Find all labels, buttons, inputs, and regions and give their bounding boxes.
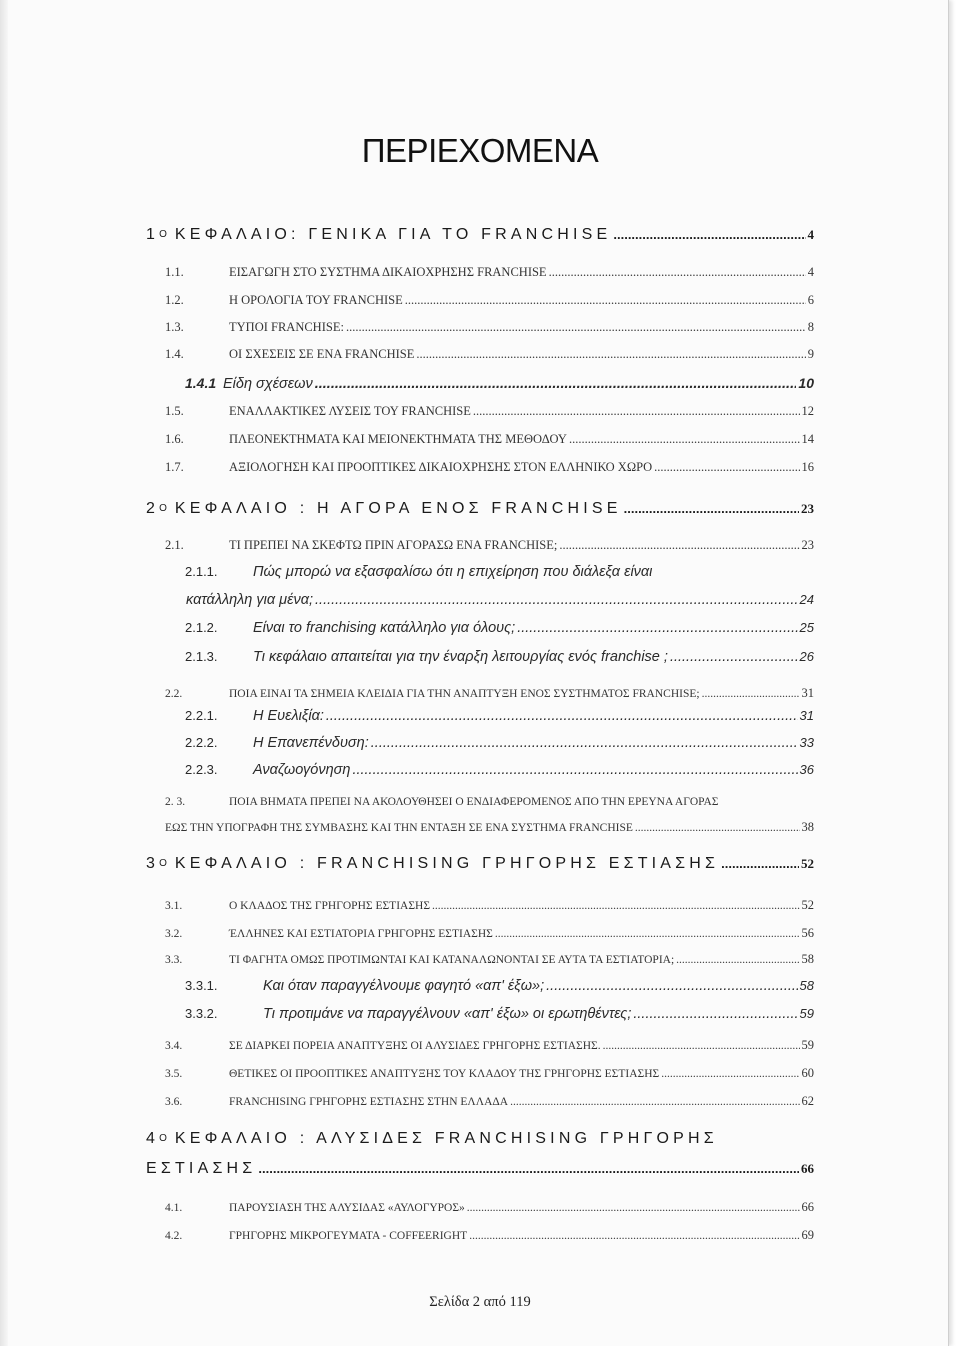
section-title: ΈΛΛΗΝΕΣ ΚΑΙ ΕΣΤΙΑΤΟΡΙΑ ΓΡΗΓΟΡΗΣ ΕΣΤΙΑΣΗΣ: [229, 928, 493, 940]
toc-section-1-6[interactable]: [165, 432, 814, 447]
toc-section-1-2[interactable]: [165, 293, 814, 308]
page-number: 24: [799, 592, 814, 607]
toc-section-4-1[interactable]: [165, 1200, 814, 1215]
toc-section-3-5[interactable]: [165, 1066, 814, 1081]
toc-section-3-2[interactable]: [165, 926, 814, 941]
subsection-title: Η Επανεπένδυση:: [253, 735, 369, 751]
chapter-superscript: O: [159, 858, 167, 869]
leader-dots: [510, 1096, 799, 1108]
subsection-title: Τι προτιμάνε να παραγγέλνουν «απ' έξω» οι ερωτηθέντες;: [263, 1006, 632, 1022]
leader-dots: [315, 592, 798, 608]
section-number: 3.4.: [165, 1040, 183, 1052]
toc-chapter-1[interactable]: [146, 226, 814, 244]
toc-section-1-1[interactable]: [165, 265, 814, 280]
toc-section-1-5[interactable]: [165, 404, 814, 419]
toc-subsection-2-2-3[interactable]: [185, 762, 814, 778]
section-title: ΠΑΡΟΥΣΙΑΣΗ ΤΗΣ ΑΛΥΣΙΔΑΣ «ΑΥΛΟΓΥΡΟΣ»: [229, 1202, 465, 1214]
subsection-title: Η Ευελιξία:: [253, 708, 324, 724]
subsection-title: Πώς μπορώ να εξασφαλίσω ότι η επιχείρηση που διάλεξα είναι: [253, 564, 653, 580]
toc-section-1-4[interactable]: [165, 347, 814, 362]
leader-dots: [326, 708, 798, 724]
page-number: 4: [807, 265, 814, 279]
section-title: ΠΟΙΑ ΒΗΜΑΤΑ ΠΡΕΠΕΙ ΝΑ ΑΚΟΛΟΥΘΗΣΕΙ Ο ΕΝΔΙΑΦΕΡΟΜΕΝΟΣ ΑΠΟ ΤΗΝ ΕΡΕΥΝΑ ΑΓΟΡΑΣ: [229, 796, 719, 808]
toc-subsection-1-4-1[interactable]: [185, 375, 814, 392]
toc-chapter-4-line1[interactable]: [146, 1130, 814, 1148]
page-number: 58: [801, 952, 814, 966]
leader-dots: [721, 856, 799, 871]
toc-section-2-2[interactable]: [165, 686, 814, 701]
section-number: 1.5.: [165, 404, 184, 418]
page-number: 31: [799, 708, 814, 723]
section-title: ΟΙ ΣΧΕΣΕΙΣ ΣΕ ΕΝΑ FRANCHISE: [229, 347, 415, 361]
section-title: ΕΙΣΑΓΩΓΗ ΣΤΟ ΣΥΣΤΗΜΑ ΔΙΚΑΙΟΧΡΗΣΗΣ FRANCHISE: [229, 265, 547, 279]
page-number: 9: [807, 347, 814, 361]
chapter-number: 2: [146, 500, 160, 517]
leader-dots: [549, 265, 806, 280]
leader-dots: [661, 1068, 799, 1080]
leader-dots: [352, 762, 797, 778]
page-number: 59: [801, 1038, 814, 1052]
page-number: 23: [801, 538, 814, 552]
leader-dots: [635, 822, 800, 834]
section-title: ΘΕΤΙΚΕΣ ΟΙ ΠΡΟΟΠΤΙΚΕΣ ΑΝΑΠΤΥΞΗΣ ΤΟΥ ΚΛΑΔΟΥ ΤΗΣ ΓΡΗΓΟΡΗΣ ΕΣΤΙΑΣΗΣ: [229, 1068, 660, 1080]
section-number: 1.1.: [165, 265, 184, 279]
toc-chapter-2[interactable]: [146, 500, 814, 518]
page-number: 56: [801, 926, 814, 940]
page-number: 12: [801, 404, 814, 418]
section-number: 3.2.: [165, 928, 183, 940]
chapter-number: 3: [146, 855, 160, 872]
page-number: 6: [807, 293, 814, 307]
section-number: 1.6.: [165, 432, 184, 446]
page-number: 31: [801, 686, 814, 700]
chapter-superscript: O: [159, 503, 167, 514]
page-number: 10: [798, 375, 814, 391]
leader-dots: [258, 1161, 799, 1176]
page-number: 36: [799, 762, 814, 777]
page-number: 23: [801, 501, 814, 516]
page-number: 26: [799, 649, 814, 664]
chapter-number: 4: [146, 1130, 160, 1147]
subsection-title: Και όταν παραγγέλνουμε φαγητό «απ' έξω»;: [263, 978, 545, 994]
toc-section-3-3[interactable]: [165, 952, 814, 967]
leader-dots: [473, 404, 800, 419]
leader-dots: [613, 227, 805, 242]
toc-section-1-3[interactable]: [165, 320, 814, 335]
toc-subsection-2-2-2[interactable]: [185, 735, 814, 751]
leader-dots: [346, 320, 806, 335]
page-number: 58: [799, 978, 814, 993]
page-number: 38: [801, 820, 814, 834]
subsection-number: 2.1.2.: [185, 620, 218, 635]
page-number: 16: [801, 460, 814, 474]
leader-dots: [702, 688, 800, 700]
page-number: 4: [807, 227, 814, 242]
page-number: 52: [801, 898, 814, 912]
section-title: Ο ΚΛΑΔΟΣ ΤΗΣ ΓΡΗΓΟΡΗΣ ΕΣΤΙΑΣΗΣ: [229, 900, 431, 912]
chapter-superscript: O: [159, 1133, 167, 1144]
subsection-number: 2.1.3.: [185, 649, 218, 664]
section-number: 1.7.: [165, 460, 184, 474]
section-number: 4.2.: [165, 1230, 183, 1242]
section-title: FRANCHISING ΓΡΗΓΟΡΗΣ ΕΣΤΙΑΣΗΣ ΣΤΗΝ ΕΛΛΑΔΑ: [229, 1096, 509, 1108]
page-number: 66: [801, 1200, 814, 1214]
toc-section-4-2[interactable]: [165, 1228, 814, 1243]
chapter-title-continued: ΕΣΤΙΑΣΗΣ: [146, 1160, 257, 1177]
toc-section-2-3-line2[interactable]: [165, 820, 814, 835]
chapter-title: ΚΕΦΑΛΑΙΟ : Η ΑΓΟΡΑ ΕΝΟΣ FRANCHISE: [174, 500, 622, 517]
leader-dots: [546, 978, 797, 994]
section-number: 1.4.: [165, 347, 184, 361]
section-number: 2. 3.: [165, 796, 186, 808]
page-number: 69: [801, 1228, 814, 1242]
chapter-superscript: O: [159, 229, 167, 240]
section-title: ΤΙ ΠΡΕΠΕΙ ΝΑ ΣΚΕΦΤΩ ΠΡΙΝ ΑΓΟΡΑΣΩ ΕΝΑ FRANCHISE;: [229, 538, 558, 552]
subsection-number: 2.2.1.: [185, 708, 218, 723]
chapter-title: ΚΕΦΑΛΑΙΟ : FRANCHISING ΓΡΗΓΟΡΗΣ ΕΣΤΙΑΣΗΣ: [174, 855, 720, 872]
toc-subsection-2-1-3[interactable]: [185, 649, 814, 665]
subsection-title: Αναζωογόνηση: [253, 762, 351, 778]
page-number: 62: [801, 1094, 814, 1108]
section-title: ΑΞΙΟΛΟΓΗΣΗ ΚΑΙ ΠΡΟΟΠΤΙΚΕΣ ΔΙΚΑΙΟΧΡΗΣΗΣ ΣΤΟΝ ΕΛΛΗΝΙΚΟ ΧΩΡΟ: [229, 460, 653, 474]
section-title-continued: ΕΩΣ ΤΗΝ ΥΠΟΓΡΑΦΗ ΤΗΣ ΣΥΜΒΑΣΗΣ ΚΑΙ ΤΗΝ ΕΝΤΑΞΗ ΣΕ ΕΝΑ ΣΥΣΤΗΜΑ FRANCHISE: [165, 822, 633, 834]
section-title: ΠΟΙΑ ΕΙΝΑΙ ΤΑ ΣΗΜΕΙΑ ΚΛΕΙΔΙΑ ΓΙΑ ΤΗΝ ΑΝΑΠΤΥΞΗ ΕΝΟΣ ΣΥΣΤΗΜΑΤΟΣ FRANCHISE;: [229, 688, 700, 700]
toc-subsection-2-1-2[interactable]: [185, 620, 814, 636]
leader-dots: [467, 1202, 800, 1214]
leader-dots: [633, 1006, 797, 1022]
page-number: 8: [807, 320, 814, 334]
leader-dots: [654, 460, 799, 475]
section-number: 3.1.: [165, 900, 183, 912]
section-number: 3.3.: [165, 954, 183, 966]
toc-subsection-2-1-1-line1[interactable]: [185, 564, 814, 580]
subsection-number: 3.3.1.: [185, 978, 218, 993]
subsection-number: 2.2.2.: [185, 735, 218, 750]
leader-dots: [315, 376, 797, 392]
subsection-title: Είναι το franchising κατάλληλο για όλους;: [253, 620, 516, 636]
toc-section-2-3-line1[interactable]: [165, 796, 814, 808]
section-number: 3.6.: [165, 1096, 183, 1108]
chapter-title: ΚΕΦΑΛΑΙΟ : ΑΛΥΣΙΔΕΣ FRANCHISING ΓΡΗΓΟΡΗΣ: [174, 1130, 718, 1147]
leader-dots: [405, 293, 806, 308]
leader-dots: [469, 1230, 799, 1242]
leader-dots: [569, 432, 800, 447]
leader-dots: [676, 954, 799, 966]
toc-subsection-2-1-1-line2[interactable]: [186, 592, 814, 608]
toc-section-3-4[interactable]: [165, 1038, 814, 1053]
subsection-title: Τι κεφάλαιο απαιτείται για την έναρξη λειτουργίας ενός franchise ;: [253, 649, 668, 665]
toc-subsection-3-3-1[interactable]: [185, 978, 814, 994]
section-number: 4.1.: [165, 1202, 183, 1214]
section-number: 3.5.: [165, 1068, 183, 1080]
section-title: ΣΕ ΔΙΑΡΚΕΙ ΠΟΡΕΙΑ ΑΝΑΠΤΥΞΗΣ ΟΙ ΑΛΥΣΙΔΕΣ ΓΡΗΓΟΡΗΣ ΕΣΤΙΑΣΗΣ.: [229, 1040, 601, 1052]
section-number: 2.1.: [165, 538, 184, 552]
page-number: 66: [801, 1161, 814, 1176]
chapter-number: 1: [146, 226, 160, 243]
page-title: ΠΕΡΙΕΧΟΜΕΝΑ: [361, 132, 599, 169]
subsection-number: 3.3.2.: [185, 1006, 218, 1021]
page-number: 25: [799, 620, 814, 635]
page-number: 59: [799, 1006, 814, 1021]
subsection-number: 2.2.3.: [185, 762, 218, 777]
leader-dots: [624, 501, 799, 516]
leader-dots: [559, 538, 799, 553]
page-spine-shadow: [0, 0, 8, 1346]
toc-section-2-1[interactable]: [165, 538, 814, 553]
toc-chapter-3[interactable]: [146, 855, 814, 873]
toc-subsection-3-3-2[interactable]: [185, 1006, 814, 1022]
toc-section-1-7[interactable]: [165, 460, 814, 475]
subsection-title-continued: κατάλληλη για μένα;: [186, 592, 314, 608]
subsection-number: 2.1.1.: [185, 564, 218, 579]
subsection-number: 1.4.1: [185, 375, 217, 391]
leader-dots: [432, 900, 799, 912]
page-number: 33: [799, 735, 814, 750]
section-title: ΕΝΑΛΛΑΚΤΙΚΕΣ ΛΥΣΕΙΣ ΤΟΥ FRANCHISE: [229, 404, 471, 418]
section-title: ΠΛΕΟΝΕΚΤΗΜΑΤΑ ΚΑΙ ΜΕΙΟΝΕΚΤΗΜΑΤΑ ΤΗΣ ΜΕΘΟΔΟΥ: [229, 432, 567, 446]
leader-dots: [670, 649, 798, 665]
subsection-title: Είδη σχέσεων: [223, 376, 313, 392]
leader-dots: [371, 735, 798, 751]
section-title: ΓΡΗΓΟΡΗΣ ΜΙΚΡΟΓΕΥΜΑΤΑ - COFFEERIGHT: [229, 1230, 468, 1242]
toc-subsection-2-2-1[interactable]: [185, 708, 814, 724]
section-title: ΤΥΠΟΙ FRANCHISE:: [229, 320, 344, 334]
leader-dots: [603, 1040, 800, 1052]
section-number: 1.3.: [165, 320, 184, 334]
page-footer: Σελίδα 2 από 119: [429, 1294, 531, 1310]
leader-dots: [416, 347, 805, 362]
section-title: ΤΙ ΦΑΓΗΤΑ ΟΜΩΣ ΠΡΟΤΙΜΩΝΤΑΙ ΚΑΙ ΚΑΤΑΝΑΛΩΝΟΝΤΑΙ ΣΕ ΑΥΤΑ ΤΑ ΕΣΤΙΑΤΟΡΙΑ;: [229, 954, 675, 966]
chapter-title: ΚΕΦΑΛΑΙΟ: ΓΕΝΙΚΑ ΓΙΑ ΤΟ FRANCHISE: [174, 226, 612, 243]
leader-dots: [517, 620, 797, 636]
section-title: Η ΟΡΟΛΟΓΙΑ ΤΟΥ FRANCHISE: [229, 293, 403, 307]
toc-chapter-4-line2[interactable]: [146, 1160, 814, 1178]
leader-dots: [495, 928, 800, 940]
toc-section-3-1[interactable]: [165, 898, 814, 913]
page-number: 60: [801, 1066, 814, 1080]
page-number: 14: [801, 432, 814, 446]
section-number: 2.2.: [165, 688, 183, 700]
toc-section-3-6[interactable]: [165, 1094, 814, 1109]
page-number: 52: [801, 856, 814, 871]
section-number: 1.2.: [165, 293, 184, 307]
